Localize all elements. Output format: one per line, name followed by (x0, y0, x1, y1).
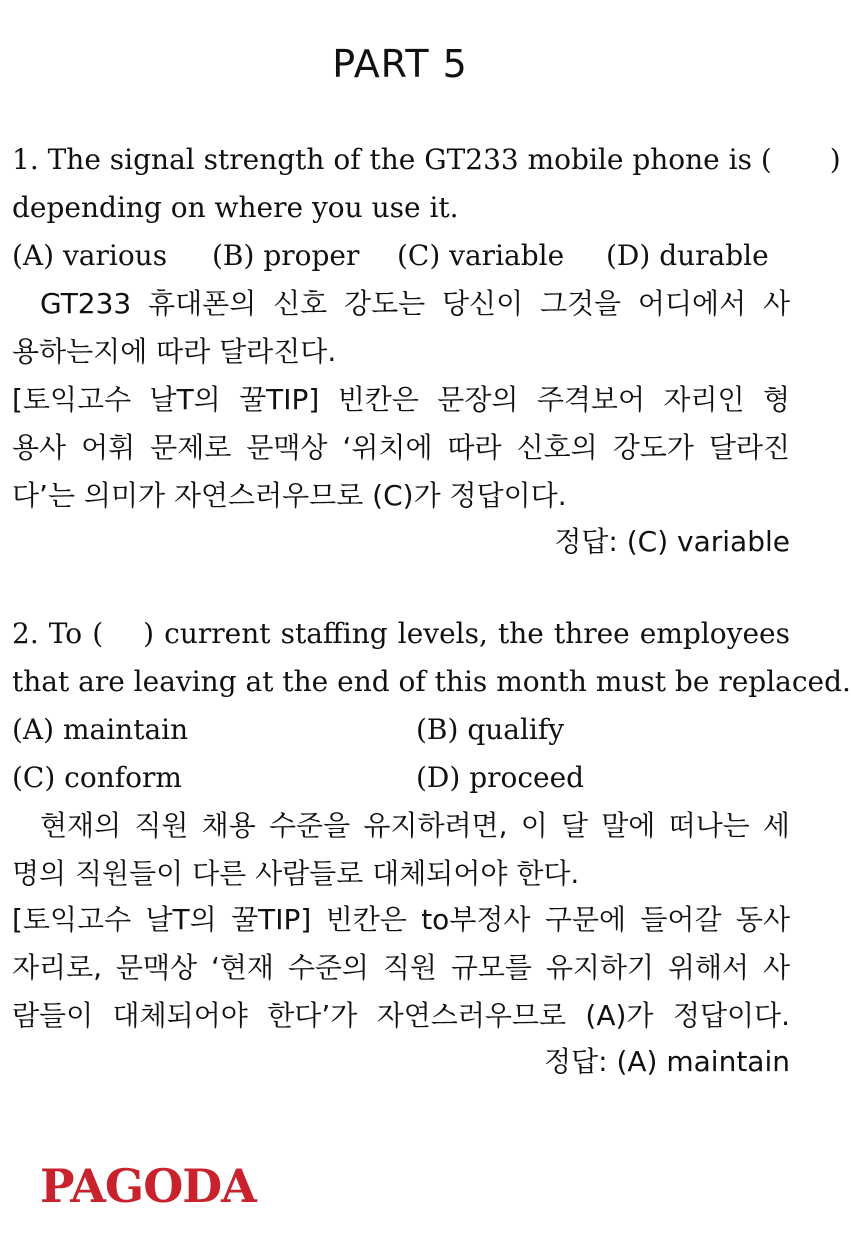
question-stem-line-2: depending on where you use it. (12, 191, 459, 224)
tip-line-3: 다’는 의미가 자연스러우므로 (C)가 정답이다. (12, 479, 567, 512)
tip-line-1: [토익고수 날T의 꿀TIP] 빈칸은 to부정사 구문에 들어갈 동사 (12, 903, 790, 936)
option-d: (D) proceed (416, 761, 585, 794)
options-row-1 (12, 706, 790, 754)
pagoda-logo: PAGODA (40, 1159, 256, 1213)
page-title: PART 5 (332, 42, 468, 86)
answer-label: 정답: (A) maintain (544, 1045, 790, 1078)
option-a: (A) maintain (12, 713, 189, 746)
option-c: (C) conform (12, 761, 182, 794)
tip-line-2: 용사 어휘 문제로 문맥상 ‘위치에 따라 신호의 강도가 달라진 (12, 431, 790, 464)
tip-line-1: [토익고수 날T의 꿀TIP] 빈칸은 문장의 주격보어 자리인 형 (12, 383, 790, 416)
option-a: (A) various (12, 239, 168, 272)
tip-line-3: 람들이 대체되어야 한다’가 자연스러우므로 (A)가 정답이다. (12, 999, 790, 1032)
translation-line-2: 명의 직원들이 다른 사람들로 대체되어야 한다. (12, 857, 580, 890)
tip-line-2: 자리로, 문맥상 ‘현재 수준의 직원 규모를 유지하기 위해서 사 (12, 951, 790, 984)
question-stem-text: ) current staffing levels, the three employees (143, 617, 790, 650)
question-stem-text: 2. To ( (12, 617, 104, 650)
question-stem-line-1 (12, 136, 841, 184)
option-b: (B) proper (212, 239, 360, 272)
option-c: (C) variable (397, 239, 565, 272)
options-row (12, 232, 790, 280)
answer-label: 정답: (C) variable (554, 525, 790, 558)
question-stem-line-2: that are leaving at the end of this month must be replaced. (12, 665, 851, 698)
question-stem-text: ) (829, 143, 841, 176)
options-row-2 (12, 754, 790, 802)
option-b: (B) qualify (416, 713, 565, 746)
option-d: (D) durable (606, 239, 769, 272)
question-stem-line-1 (12, 610, 790, 658)
translation-line-1: GT233 휴대폰의 신호 강도는 당신이 그것을 어디에서 사 (40, 287, 790, 320)
question-stem-text: 1. The signal strength of the GT233 mobile phone is ( (12, 143, 772, 176)
translation-line-2: 용하는지에 따라 달라진다. (12, 335, 337, 368)
translation-line-1: 현재의 직원 채용 수준을 유지하려면, 이 달 말에 떠나는 세 (40, 809, 790, 842)
